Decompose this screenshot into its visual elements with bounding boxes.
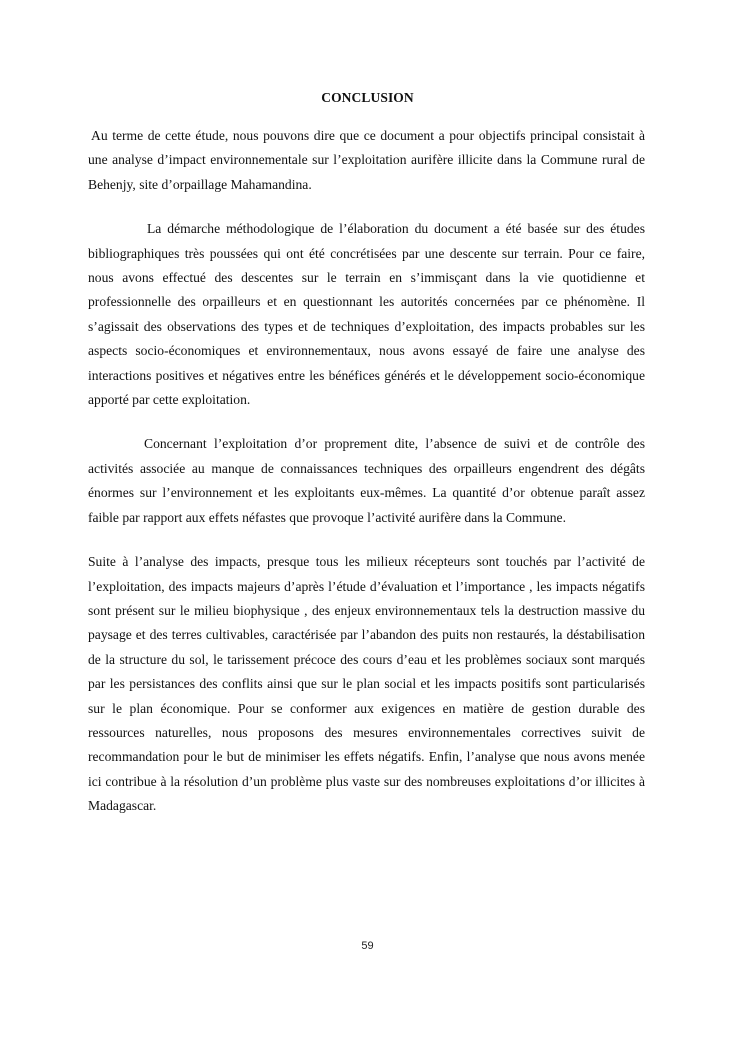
paragraph-methodology: La démarche méthodologique de l’élaboration du document a été basée sur des études bibliographiques très poussées qui ont été concrétisées par une descente sur terrain. Pour ce faire, nous avons effectué des descentes sur le terrain en s’immisçant dans la vie quotidienne et professionnelle des orpailleurs et en questionnant les autorités concernées par ce phénomène. Il s’agissait des observations des types et de techniques d’exploitation, des impacts probables sur les aspects socio-économiques et environnementaux, nous avons essayé de faire une analyse des interactions positives et négatives entre les bénéfices générés et le développement socio-économique apporté par cette exploitation. bbox=[88, 221, 645, 408]
paragraph-intro: Au terme de cette étude, nous pouvons dire que ce document a pour objectifs principal consistait à une analyse d’impact environnementale sur l’exploitation aurifère illicite dans la Commune rural de Behenjy, site d’orpaillage Mahamandina. bbox=[88, 128, 645, 192]
paragraph-exploitation: Concernant l’exploitation d’or proprement dite, l’absence de suivi et de contrôle des activités associée au manque de connaissances techniques des orpailleurs engendrent des dégâts énormes sur l’environnement et les exploitants eux-mêmes. La quantité d’or obtenue paraît assez faible par rapport aux effets néfastes que provoque l’activité aurifère dans la Commune. bbox=[88, 436, 645, 525]
paragraph-impacts: Suite à l’analyse des impacts, presque tous les milieux récepteurs sont touchés par l’activité de l’exploitation, des impacts majeurs d’après l’étude d’évaluation et l’importance , les impacts négatifs sont présent sur le milieu biophysique , des enjeux environnementaux tels la destruction massive du paysage et des terres cultivables, caractérisée par l’abandon des puits non restaurés, la déstabilisation de la structure du sol, le tarissement précoce des cours d’eau et les problèmes sociaux sont marqués par les persistances des conflits ainsi que sur le plan social et les impacts positifs sont particularisés sur le plan économique. Pour se conformer aux exigences en matière de gestion durable des ressources naturelles, nous proposons des mesures environnementales correctives suivit de recommandation pour le but de minimiser les effets négatifs. Enfin, l’analyse que nous avons menée ici contribue à la résolution d’un problème plus vaste sur des nombreuses exploitations d’or illicites à Madagascar. bbox=[88, 554, 645, 814]
body-text bbox=[88, 124, 645, 819]
page-number: 59 bbox=[361, 940, 374, 952]
page-title: CONCLUSION bbox=[321, 90, 414, 105]
